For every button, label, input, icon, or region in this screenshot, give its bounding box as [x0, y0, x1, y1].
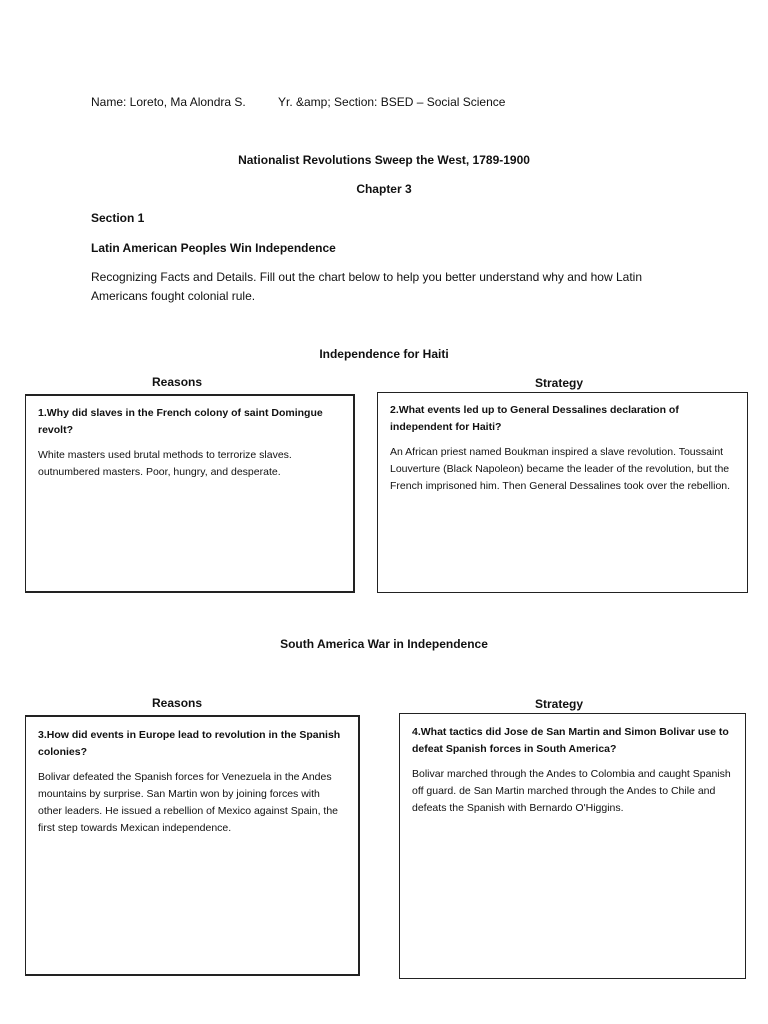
sa-strategy-label: Strategy	[535, 697, 584, 711]
question-1: 1.Why did slaves in the French colony of saint Domingue revolt?	[38, 407, 323, 436]
question-4: 4.What tactics did Jose de San Martin and Simon Bolivar use to defeat Spanish forces in South America?	[412, 726, 729, 755]
instructions-line-1: Recognizing Facts and Details. Fill out the chart below to help you better understand why and how Latin	[91, 270, 642, 284]
question-box-1	[25, 394, 355, 593]
answer-4: Bolivar marched through the Andes to Colombia and caught Spanish off guard. de San Martin marched through the Andes to Chile and defeats the Spanish with Bernardo O'Higgins.	[412, 768, 731, 814]
haiti-reasons-label: Reasons	[152, 375, 203, 389]
section-subtitle: Latin American Peoples Win Independence	[91, 241, 336, 255]
section-label: Section 1	[91, 211, 145, 225]
chapter-label: Chapter 3	[356, 182, 412, 196]
answer-3: Bolivar defeated the Spanish forces for Venezuela in the Andes mountains by surprise. San Martin won by joining forces with other leaders. He issued a rebellion of Mexico against Spain, the first step towards Mexican independence.	[38, 771, 339, 834]
haiti-heading: Independence for Haiti	[319, 347, 449, 361]
question-3: 3.How did events in Europe lead to revolution in the Spanish colonies?	[38, 729, 341, 758]
haiti-strategy-label: Strategy	[535, 376, 584, 390]
question-box-3	[25, 715, 360, 976]
question-box-2	[377, 392, 748, 593]
answer-1: White masters used brutal methods to terrorize slaves. outnumbered masters. Poor, hungry, and desperate.	[38, 449, 292, 478]
answer-2: An African priest named Boukman inspired a slave revolution. Toussaint Louverture (Black Napoleon) became the leader of the revolution, but the French imprisoned him. Then General Dessalines took over the rebellion.	[390, 446, 731, 492]
year-section: Yr. &amp; Section: BSED – Social Science	[278, 95, 506, 109]
page-title: Nationalist Revolutions Sweep the West, 1789-1900	[238, 153, 530, 167]
sa-reasons-label: Reasons	[152, 696, 203, 710]
question-box-4	[399, 713, 746, 979]
instructions-line-2: Americans fought colonial rule.	[91, 289, 256, 303]
south-america-heading: South America War in Independence	[280, 637, 488, 651]
question-2: 2.What events led up to General Dessalines declaration of independent for Haiti?	[390, 404, 679, 433]
student-name: Name: Loreto, Ma Alondra S.	[91, 95, 246, 109]
